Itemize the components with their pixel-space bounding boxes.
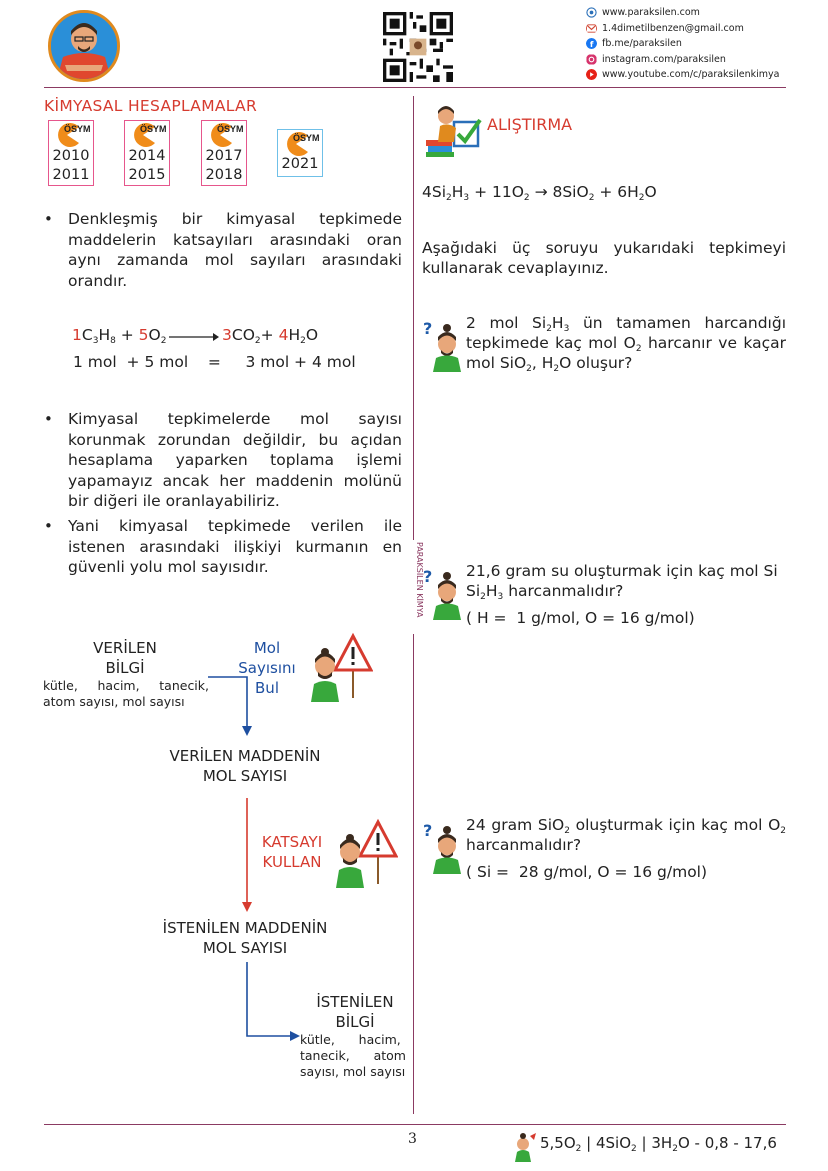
mail-icon bbox=[586, 23, 597, 34]
globe-icon bbox=[586, 7, 597, 18]
question-2: 21,6 gram su oluşturmak için kaç mol Si $Si_2H_3$ harcanmalıdır? bbox=[466, 562, 778, 602]
example-equation-products: $3CO_2+ 4H_2O$ bbox=[222, 326, 319, 346]
divider-label bbox=[404, 540, 424, 632]
bullet-marker: • bbox=[44, 410, 53, 428]
contact-facebook-text: fb.me/paraksilen bbox=[602, 38, 682, 49]
exercise-title: ALIŞTIRMA bbox=[487, 115, 573, 134]
answer-mascot-icon bbox=[512, 1132, 538, 1162]
svg-text:?: ? bbox=[423, 320, 433, 338]
badge-year: 2015 bbox=[128, 167, 166, 183]
svg-text:?: ? bbox=[423, 568, 433, 586]
question-3-hint: ( Si = 28 g/mol, O = 16 g/mol) bbox=[466, 863, 708, 881]
example-equation: $1C_3H_8 + 5O_2$ bbox=[72, 326, 167, 346]
contact-youtube-text: www.youtube.com/c/paraksilenkimya bbox=[602, 69, 780, 80]
contact-youtube[interactable] bbox=[586, 67, 779, 83]
bullet-2-text: Kimyasal tepkimelerde mol sayısı korunmak zorundan değildir, bu açıdan hesaplama yaparken toplama işlemi yapamayız ancak her maddenin molünü bir diğeri ile oranlayabiliriz. bbox=[68, 410, 402, 510]
badge-year: 2011 bbox=[52, 167, 90, 183]
divider-label-text: PARAKSİLEN KİMYA bbox=[415, 542, 424, 618]
column-divider-top bbox=[413, 96, 414, 540]
mol-ratio-line: 1 mol + 5 mol = 3 mol + 4 mol bbox=[73, 353, 356, 371]
badge-year: 2010 bbox=[52, 148, 90, 164]
osym-badge-2014 bbox=[124, 120, 170, 186]
instagram-icon bbox=[586, 54, 597, 65]
contact-website-text: www.paraksilen.com bbox=[602, 7, 700, 18]
wanted-info-detail: kütle, hacim, tanecik, atom sayısı, mol sayısı bbox=[300, 1032, 406, 1079]
osym-badge-2010 bbox=[48, 120, 94, 186]
mascot-warning-icon bbox=[305, 632, 373, 702]
exercise-mascot-icon bbox=[424, 98, 484, 158]
question-2-hint: ( H = 1 g/mol, O = 16 g/mol) bbox=[466, 609, 695, 627]
osym-badge-2017 bbox=[201, 120, 247, 186]
svg-text:?: ? bbox=[423, 822, 433, 840]
youtube-icon bbox=[586, 69, 597, 80]
question-mascot-icon bbox=[423, 320, 463, 372]
wanted-mol-count: İSTENİLEN MADDENİN MOL SAYISI bbox=[162, 919, 328, 957]
bullet-marker: • bbox=[44, 517, 53, 535]
footer-rule bbox=[44, 1124, 786, 1125]
question-mascot-icon bbox=[423, 568, 463, 620]
question-1: 2 mol $Si_2H_3$ ün tamamen harcandığı tepkimede kaç mol $O_2$ harcanır ve kaçar mol SiO$_2$, $H_2O$ oluşur? bbox=[466, 314, 787, 374]
facebook-icon bbox=[586, 38, 597, 49]
svg-text:f: f bbox=[589, 39, 594, 50]
contact-email-text: 1.4dimetilbenzen@gmail.com bbox=[602, 22, 744, 34]
given-info-detail-2: atom sayısı, mol sayısı bbox=[43, 694, 185, 709]
bullet-1-text: Denkleşmiş bir kimyasal tepkimede maddelerin katsayıları arasındaki oran aynı zamanda mol sayıları arasındaki orandır. bbox=[68, 210, 402, 290]
contact-list bbox=[586, 5, 779, 83]
exercise-instruction: Aşağıdaki üç soruyu yukarıdaki tepkimeyi kullanarak cevaplayınız. bbox=[422, 239, 786, 277]
badge-year: 2014 bbox=[128, 148, 166, 164]
osym-badge-2021 bbox=[277, 129, 323, 177]
given-info-detail: kütle, hacim, tanecik, bbox=[43, 678, 209, 693]
question-mascot-icon bbox=[423, 822, 463, 874]
contact-instagram[interactable] bbox=[586, 52, 779, 68]
contact-instagram-text: instagram.com/paraksilen bbox=[602, 53, 726, 65]
exercise-reaction: $4Si_2H_3 + 11O_2 \to 8SiO_2 + 6H_2O$ bbox=[422, 183, 657, 203]
osym-label: ÖSYM bbox=[64, 124, 91, 134]
bullet-3-text: Yani kimyasal tepkimede verilen ile istenen arasındaki ilişkiyi kurmanın en güvenli yolu mol sayısıdır. bbox=[68, 517, 402, 576]
given-mol-count: VERİLEN MADDENİN MOL SAYISI bbox=[169, 747, 321, 785]
badge-year: 2018 bbox=[205, 167, 243, 183]
header-rule bbox=[44, 87, 786, 88]
answer-key: $5,5O_2$ | 4SiO$_2$ | $3H_2O - 0,8 - 17,6$ bbox=[540, 1134, 777, 1154]
osym-label: ÖSYM bbox=[140, 124, 167, 134]
badge-year: 2021 bbox=[281, 156, 319, 172]
contact-website[interactable] bbox=[586, 5, 779, 21]
wanted-info-title: İSTENİLEN BİLGİ bbox=[316, 993, 394, 1031]
given-info-title: VERİLEN BİLGİ bbox=[93, 639, 157, 677]
step-use-coefficient: KATSAYI KULLAN bbox=[261, 833, 323, 871]
reaction-arrow bbox=[169, 330, 219, 344]
question-3: 24 gram SiO$_2$ oluşturmak için kaç mol $O_2$ harcanmalıdır? bbox=[466, 816, 787, 854]
badge-year: 2017 bbox=[205, 148, 243, 164]
bullet-marker: • bbox=[44, 210, 53, 228]
contact-email[interactable] bbox=[586, 21, 779, 37]
osym-label: ÖSYM bbox=[293, 133, 320, 143]
osym-label: ÖSYM bbox=[217, 124, 244, 134]
section-title: KİMYASAL HESAPLAMALAR bbox=[44, 97, 258, 115]
qr-code[interactable] bbox=[383, 12, 453, 82]
step-find-mol: Mol Sayısını Bul bbox=[238, 639, 296, 697]
mascot-warning-icon bbox=[330, 818, 398, 888]
author-avatar bbox=[48, 10, 120, 82]
contact-facebook[interactable] bbox=[586, 36, 779, 52]
page-number: 3 bbox=[408, 1131, 417, 1147]
